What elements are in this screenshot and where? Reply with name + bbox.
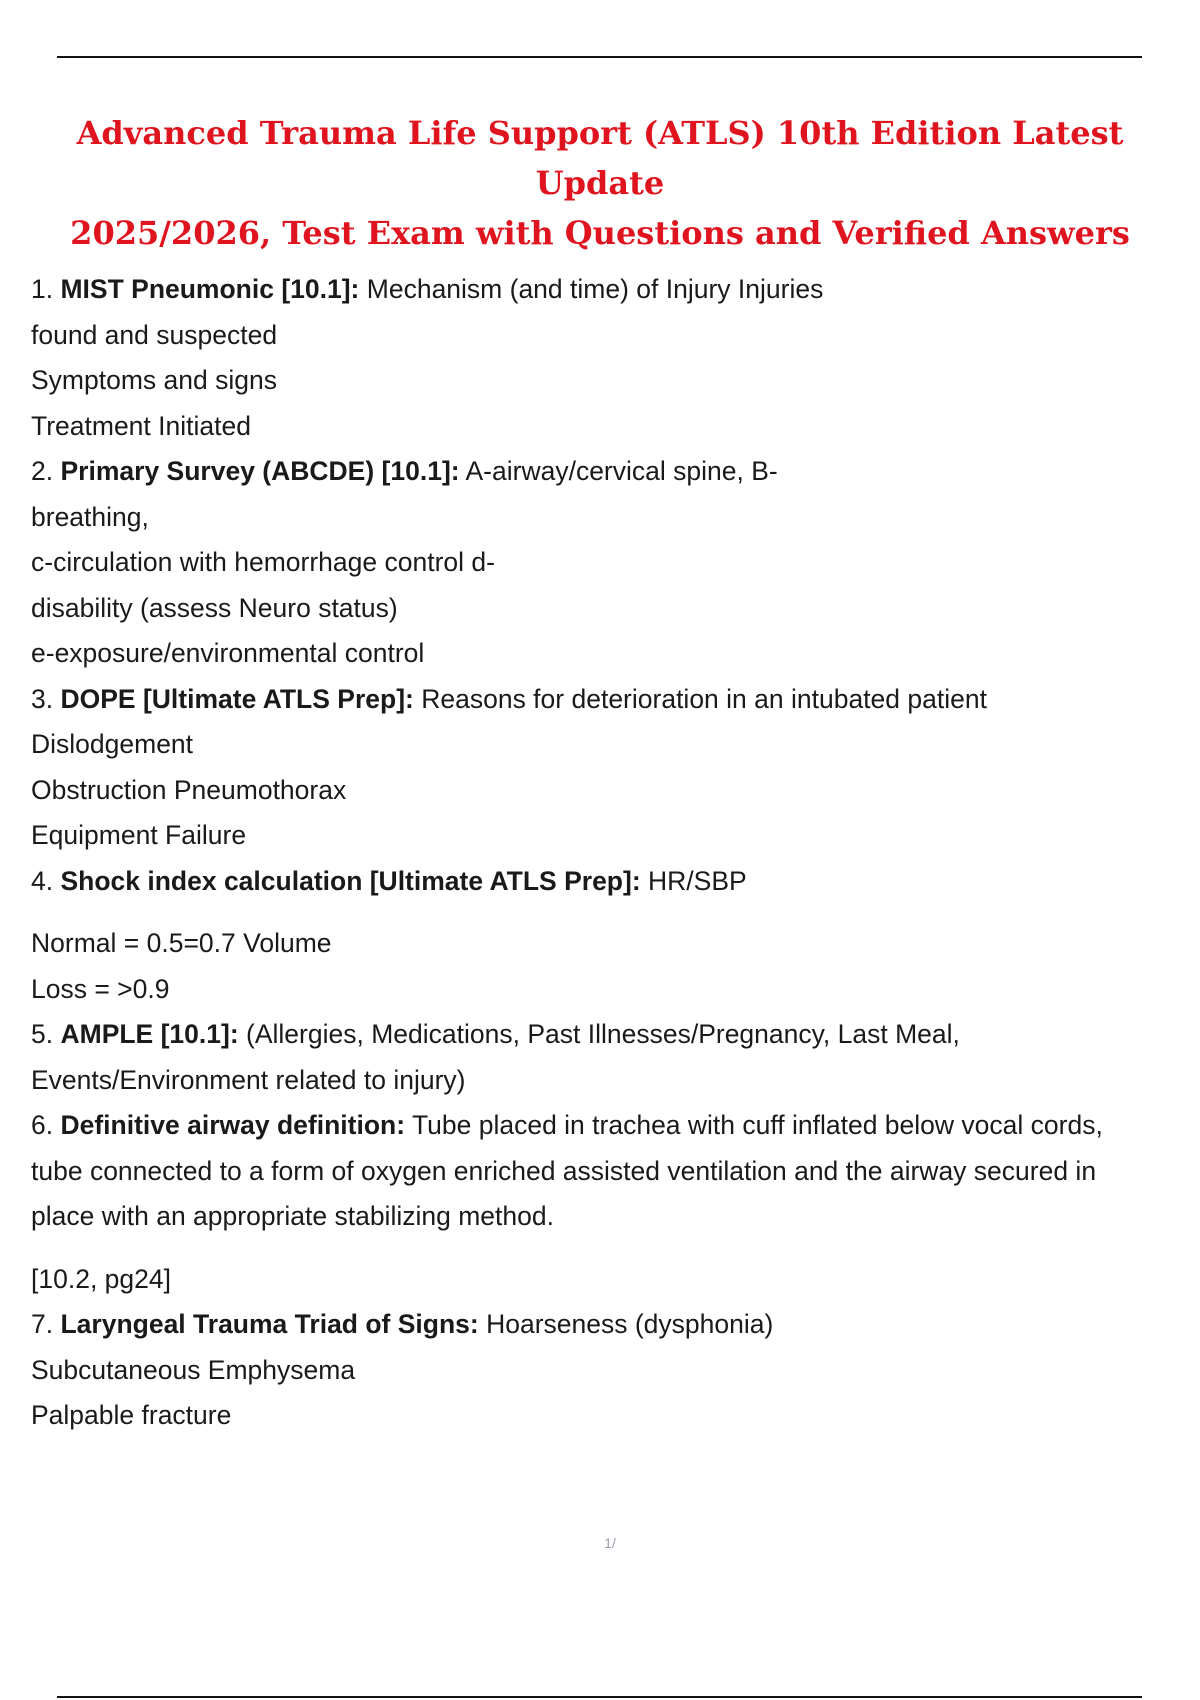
answer-line: breathing, <box>31 501 149 532</box>
item-number: 4. <box>31 865 54 896</box>
answer-line: Normal = 0.5=0.7 Volume <box>31 928 332 958</box>
bottom-rule <box>57 1696 1142 1698</box>
item-term: Primary Survey (ABCDE) [10.1]: <box>60 456 460 486</box>
item-number: 2. <box>31 456 54 486</box>
qa-item-3 <box>31 677 1181 723</box>
document-title <box>60 108 1140 258</box>
answer-line: Loss = >0.9 <box>31 973 170 1004</box>
item-answer: A-airway/cervical spine, B- <box>465 456 778 486</box>
item-answer: (Allergies, Medications, Past Illnesses/Pregnancy, Last Meal, <box>246 1019 960 1049</box>
item-term: Definitive airway definition: <box>60 1110 406 1140</box>
answer-line: Treatment Initiated <box>31 410 251 441</box>
item-term: Laryngeal Trauma Triad of Signs: <box>60 1309 479 1339</box>
title-line-1: Advanced Trauma Life Support (ATLS) 10th Edition Latest Update <box>76 114 1124 202</box>
answer-line: Events/Environment related to injury) <box>31 1064 466 1095</box>
top-rule <box>57 56 1142 58</box>
answer-line: tube connected to a form of oxygen enriched assisted ventilation and the airway secured in <box>31 1155 1097 1186</box>
item-answer: HR/SBP <box>648 865 747 896</box>
qa-item-1 <box>31 267 1181 313</box>
qa-item-4 <box>31 859 1181 905</box>
item-number: 6. <box>31 1110 54 1140</box>
item-answer: Tube placed in trachea with cuff inflated below vocal cords, <box>411 1110 1103 1140</box>
spacer <box>31 904 1181 921</box>
item-number: 3. <box>31 683 54 714</box>
answer-line: Dislodgement <box>31 729 194 759</box>
answer-line: [10.2, pg24] <box>31 1263 171 1294</box>
answer-line: e-exposure/environmental control <box>31 638 425 668</box>
item-term: Shock index calculation [Ultimate ATLS Prep]: <box>60 865 641 896</box>
answer-line: Symptoms and signs <box>31 365 277 395</box>
answer-line: Equipment Failure <box>31 820 247 850</box>
qa-item-2 <box>31 449 1181 495</box>
item-term: AMPLE [10.1]: <box>60 1019 239 1049</box>
item-number: 7. <box>31 1309 54 1339</box>
answer-line: place with an appropriate stabilizing method. <box>31 1201 554 1231</box>
page-number: 1/ <box>604 1535 616 1551</box>
qa-item-6 <box>31 1103 1181 1149</box>
item-answer: Reasons for deterioration in an intubated patient <box>421 683 987 714</box>
title-line-2: 2025/2026, Test Exam with Questions and Verified Answers <box>70 214 1130 252</box>
item-answer: Hoarseness (dysphonia) <box>486 1309 774 1339</box>
answer-line: disability (assess Neuro status) <box>31 592 398 623</box>
item-answer: Mechanism (and time) of Injury Injuries <box>366 274 824 304</box>
spacer <box>31 1240 1181 1257</box>
answer-line: found and suspected <box>31 319 278 350</box>
item-term: MIST Pneumonic [10.1]: <box>60 274 360 304</box>
answer-line: Palpable fracture <box>31 1400 232 1430</box>
answer-line: Obstruction Pneumothorax <box>31 774 347 805</box>
item-term: DOPE [Ultimate ATLS Prep]: <box>60 683 414 714</box>
qa-list <box>31 267 1181 1439</box>
item-number: 1. <box>31 274 54 304</box>
qa-item-5 <box>31 1012 1181 1058</box>
answer-line: c-circulation with hemorrhage control d- <box>31 547 495 577</box>
answer-line: Subcutaneous Emphysema <box>31 1354 356 1385</box>
qa-item-7 <box>31 1302 1181 1348</box>
item-number: 5. <box>31 1019 54 1049</box>
